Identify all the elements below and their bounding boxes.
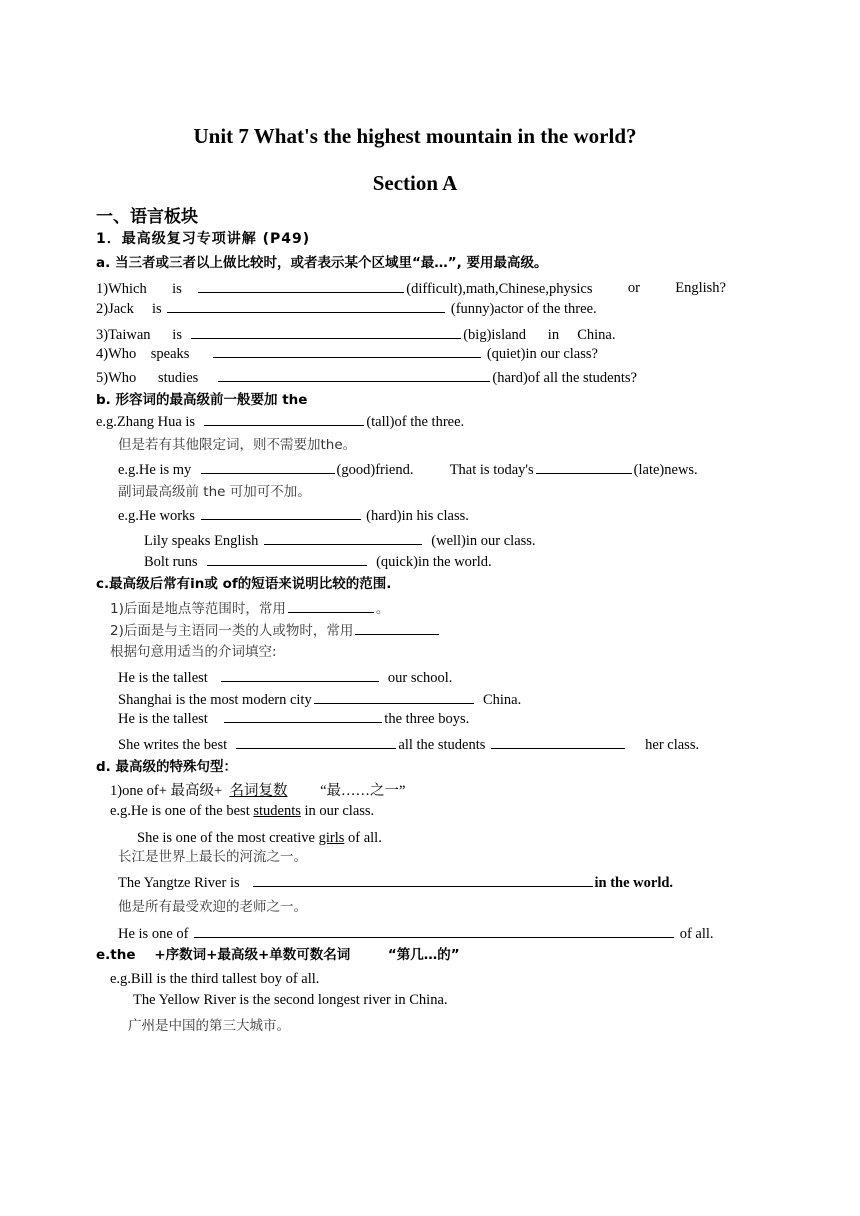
d-pattern-meaning: “最……之一” xyxy=(320,783,406,799)
c-sentence-3 xyxy=(118,709,469,728)
c-sentence-1 xyxy=(118,668,452,687)
rule-a-label: a. 当三者或三者以上做比较时，或者表示某个区域里“最…”, 要用最高级。 xyxy=(96,255,548,271)
q4-tail: (quiet)in our class? xyxy=(486,346,598,362)
e-example-1: e.g.Bill is the third tallest boy of all. xyxy=(110,971,320,987)
q4-blank[interactable] xyxy=(213,344,481,358)
q3-num: 3)Taiwan xyxy=(96,327,151,343)
b-eg3-blank[interactable] xyxy=(201,506,361,520)
c-rule-2-text: 2)后面是与主语同一类的人或物时，常用 xyxy=(110,623,354,639)
section-title: Section A xyxy=(372,171,458,195)
d-english-2 xyxy=(118,924,714,943)
q3-blank[interactable] xyxy=(191,325,461,339)
q2-blank[interactable] xyxy=(167,299,445,313)
b-eg2-mid2: That is today's xyxy=(449,462,534,478)
c-s3-start: He is the tallest xyxy=(118,711,208,727)
d-pattern-text: 1)one of+ 最高级+ xyxy=(110,783,223,799)
q1-word: is xyxy=(172,281,182,297)
c-s3-blank[interactable] xyxy=(224,709,382,723)
c-s1-end: our school. xyxy=(387,670,453,686)
part-heading: 一、语言板块 xyxy=(96,207,198,227)
question-2 xyxy=(96,299,597,318)
q2-tail: (funny)actor of the three. xyxy=(450,301,597,317)
c-rule-1-text: 1)后面是地点等范围时，常用 xyxy=(110,601,286,617)
b-eg3-start: e.g.He works xyxy=(118,508,195,524)
d-en2-start: He is one of xyxy=(118,926,189,942)
q3-in: in xyxy=(547,327,560,343)
q1-tail: (difficult),math,Chinese,physics xyxy=(406,281,593,297)
q5-blank[interactable] xyxy=(218,368,490,382)
d-pattern xyxy=(110,782,405,800)
d-eg2-underlined: girls xyxy=(318,830,345,846)
b-eg2-end: (late)news. xyxy=(633,462,698,478)
d-en2-end: of all. xyxy=(679,926,714,942)
q1-blank[interactable] xyxy=(198,279,404,293)
c-s3-end: the three boys. xyxy=(384,711,470,727)
b-eg4-end: (well)in our class. xyxy=(431,533,536,549)
rule-e-the: e.the xyxy=(96,947,136,963)
d-example-2 xyxy=(137,829,382,847)
d-en2-blank[interactable] xyxy=(194,924,674,938)
q5-word: studies xyxy=(158,370,199,386)
c-s4-blank-1[interactable] xyxy=(236,735,396,749)
rule-d-label: d. 最高级的特殊句型： xyxy=(96,759,237,775)
c-s1-start: He is the tallest xyxy=(118,670,208,686)
q5-num: 5)Who xyxy=(96,370,137,386)
d-chinese-1: 长江是世界上最长的河流之一。 xyxy=(118,849,307,865)
q3-tail: (big)island xyxy=(463,327,527,343)
b-note-1: 但是若有其他限定词，则不需要加the。 xyxy=(118,437,357,453)
d-example-1 xyxy=(110,802,374,820)
q1-num: 1)Which xyxy=(96,281,147,297)
q2-num: 2)Jack xyxy=(96,301,134,317)
rule-b-label: b. 形容词的最高级前一般要加 the xyxy=(96,392,308,408)
rule-e-meaning: “第几…的” xyxy=(387,947,460,963)
c-s4-start: She writes the best xyxy=(118,737,228,753)
rule-e-label xyxy=(96,946,460,964)
b-example-2 xyxy=(118,460,698,479)
c-rule-1-blank[interactable] xyxy=(288,599,374,613)
rule-c-label: c.最高级后常有in或 of的短语来说明比较的范围. xyxy=(96,576,392,592)
b-eg1-start: e.g.Zhang Hua is xyxy=(96,414,196,430)
subsection-heading: 1．最高级复习专项讲解 (P49) xyxy=(96,231,311,247)
question-5 xyxy=(96,368,637,387)
page-title: Unit 7 What's the highest mountain in the world? xyxy=(193,124,637,148)
b-eg4-start: Lily speaks English xyxy=(144,533,259,549)
c-s2-blank[interactable] xyxy=(314,690,474,704)
b-eg4-blank[interactable] xyxy=(264,531,422,545)
d-en1-blank[interactable] xyxy=(253,873,593,887)
d-english-1 xyxy=(118,873,673,892)
q4-num: 4)Who xyxy=(96,346,137,362)
b-eg2-mid: (good)friend. xyxy=(336,462,414,478)
b-example-4 xyxy=(144,531,536,550)
q1-or: or xyxy=(627,280,640,296)
b-example-5 xyxy=(144,552,492,571)
d-eg1-start: e.g.He is one of the best xyxy=(110,803,250,819)
b-example-1 xyxy=(96,412,464,431)
question-3 xyxy=(96,325,615,344)
q1-end: English? xyxy=(675,280,726,296)
c-s2-end: China. xyxy=(482,692,522,708)
c-sentence-4 xyxy=(118,735,699,754)
q3-end: China. xyxy=(577,327,616,343)
c-s1-blank[interactable] xyxy=(221,668,379,682)
e-example-2: The Yellow River is the second longest river in China. xyxy=(133,992,448,1008)
b-eg2-blank-1[interactable] xyxy=(201,460,335,474)
e-chinese: 广州是中国的第三大城市。 xyxy=(128,1018,290,1034)
d-eg2-end: of all. xyxy=(348,830,382,846)
d-pattern-underlined: 名词复数 xyxy=(229,783,288,799)
d-eg1-end: in our class. xyxy=(304,803,375,819)
d-chinese-2: 他是所有最受欢迎的老师之一。 xyxy=(118,899,307,915)
b-eg1-blank[interactable] xyxy=(204,412,364,426)
q5-tail: (hard)of all the students? xyxy=(492,370,637,386)
c-sentence-2 xyxy=(118,690,521,709)
q2-word: is xyxy=(151,301,162,317)
d-en1-end: in the world. xyxy=(594,875,674,891)
d-en1-start: The Yangtze River is xyxy=(118,875,240,891)
b-eg2-start: e.g.He is my xyxy=(118,462,192,478)
b-eg2-blank-2[interactable] xyxy=(536,460,632,474)
b-note-2: 副词最高级前 the 可加可不加。 xyxy=(118,484,311,500)
c-instruction: 根据句意用适当的介词填空: xyxy=(110,644,277,660)
q4-word: speaks xyxy=(150,346,190,362)
question-1 xyxy=(96,279,726,298)
c-rule-1 xyxy=(110,599,389,618)
c-rule-1-end: 。 xyxy=(375,601,390,617)
rule-e-pattern: +序数词+最高级+单数可数名词 xyxy=(154,947,351,963)
question-4 xyxy=(96,344,598,363)
c-s4-end: her class. xyxy=(645,737,700,753)
b-eg5-end: (quick)in the world. xyxy=(376,554,492,570)
c-s4-mid: all the students xyxy=(398,737,486,753)
b-eg3-end: (hard)in his class. xyxy=(366,508,469,524)
b-eg5-blank[interactable] xyxy=(207,552,367,566)
c-s2-start: Shanghai is the most modern city xyxy=(118,692,312,708)
b-example-3 xyxy=(118,506,469,525)
c-rule-2 xyxy=(110,621,441,640)
d-eg2-start: She is one of the most creative xyxy=(137,830,315,846)
d-eg1-underlined: students xyxy=(253,803,301,819)
q3-word: is xyxy=(172,327,182,343)
c-s4-blank-2[interactable] xyxy=(491,735,625,749)
b-eg1-end: (tall)of the three. xyxy=(366,414,465,430)
c-rule-2-blank[interactable] xyxy=(355,621,439,635)
b-eg5-start: Bolt runs xyxy=(144,554,198,570)
